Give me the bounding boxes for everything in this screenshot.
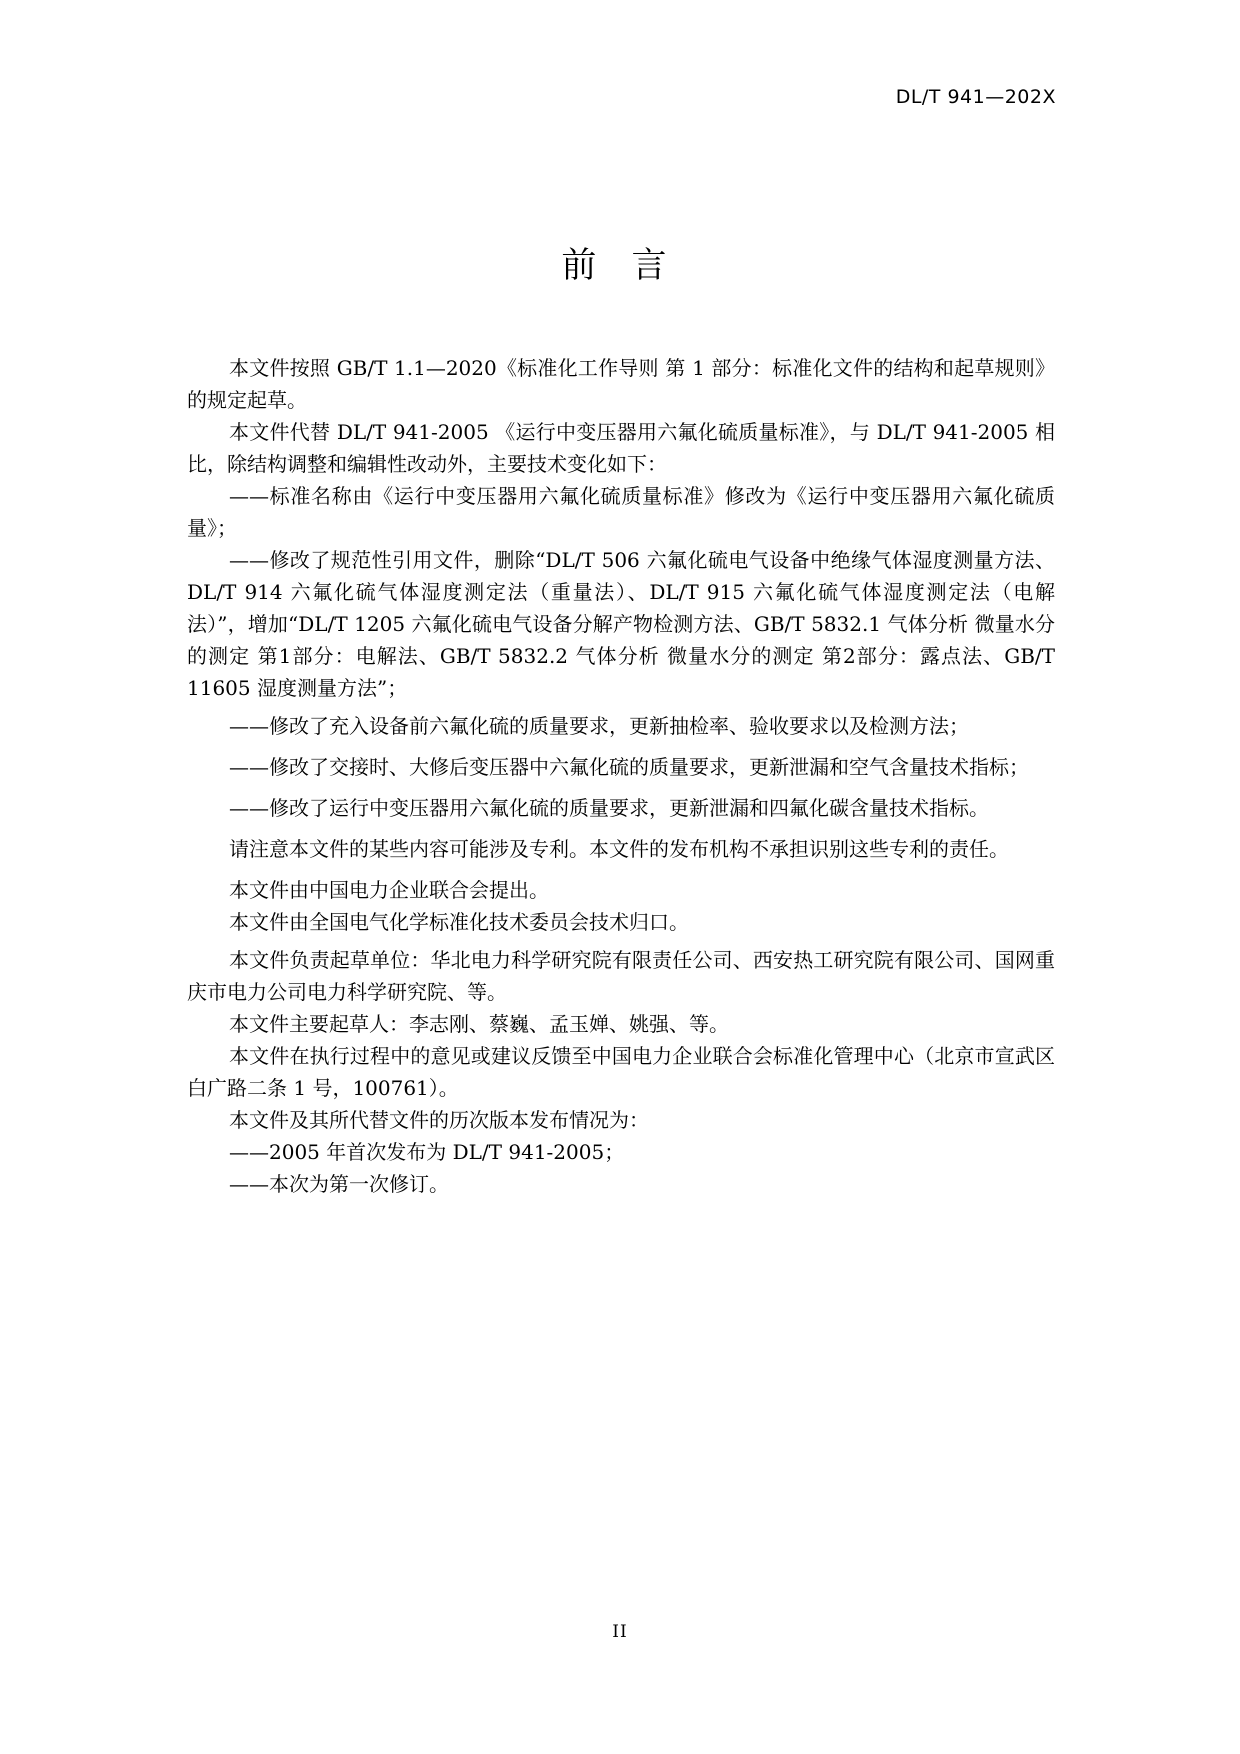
paragraph-replacement-note: 本文件代替 DL/T 941-2005 《运行中变压器用六氟化硫质量标准》，与 DL/T 941-2005 相比，除结构调整和编辑性改动外，主要技术变化如下： [187,420,1055,476]
change-item-references: ——修改了规范性引用文件，删除“DL/T 506 六氟化硫电气设备中绝缘气体湿度测量方法、DL/T 914 六氟化硫气体湿度测定法（重量法）、DL/T 915 六氟化硫气体湿度测定法（电解法）”，增加“DL/T 1205 六氟化硫电气设备分解产物检测方法、GB/T 5832.1 气体分析 微量水分的测定 第1部分：电解法、GB/T 5832.2 气体分析 微量水分的测定 第2部分：露点法、GB/T 11605 湿度测量方法”； [187,548,1055,700]
version-history-item: ——2005 年首次发布为 DL/T 941-2005； [229,1140,625,1164]
change-item-in-service-quality: ——修改了运行中变压器用六氟化硫的质量要求，更新泄漏和四氟化碳含量技术指标。 [229,796,989,820]
paragraph-patent-notice: 请注意本文件的某些内容可能涉及专利。本文件的发布机构不承担识别这些专利的责任。 [229,837,1009,861]
paragraph-drafters: 本文件主要起草人：李志刚、蔡巍、孟玉婵、姚强、等。 [229,1012,729,1036]
preface-body [187,352,1055,1200]
change-item-pre-fill-quality: ——修改了充入设备前六氟化硫的质量要求，更新抽检率、验收要求以及检测方法； [229,714,969,738]
document-code: DL/T 941—202X [895,86,1056,108]
paragraph-proposer: 本文件由中国电力企业联合会提出。 [229,878,549,902]
paragraph-drafting-basis: 本文件按照 GB/T 1.1—2020《标准化工作导则 第 1 部分：标准化文件的结构和起草规则》的规定起草。 [187,356,1055,412]
paragraph-drafting-units: 本文件负责起草单位：华北电力科学研究院有限责任公司、西安热工研究院有限公司、国网重庆市电力公司电力科学研究院、等。 [187,948,1055,1004]
paragraph-version-history-intro: 本文件及其所代替文件的历次版本发布情况为： [229,1108,649,1132]
version-history-item: ——本次为第一次修订。 [229,1172,449,1196]
change-item-handover-quality: ——修改了交接时、大修后变压器中六氟化硫的质量要求，更新泄漏和空气含量技术指标； [229,755,1029,779]
change-item-title: ——标准名称由《运行中变压器用六氟化硫质量标准》修改为《运行中变压器用六氟化硫质量》； [187,484,1055,540]
page-title: 前 言 [561,246,679,286]
paragraph-feedback: 本文件在执行过程中的意见或建议反馈至中国电力企业联合会标准化管理中心（北京市宣武区白广路二条 1 号，100761）。 [187,1044,1055,1100]
paragraph-technical-committee: 本文件由全国电气化学标准化技术委员会技术归口。 [229,910,689,934]
page-number: II [612,1622,628,1642]
